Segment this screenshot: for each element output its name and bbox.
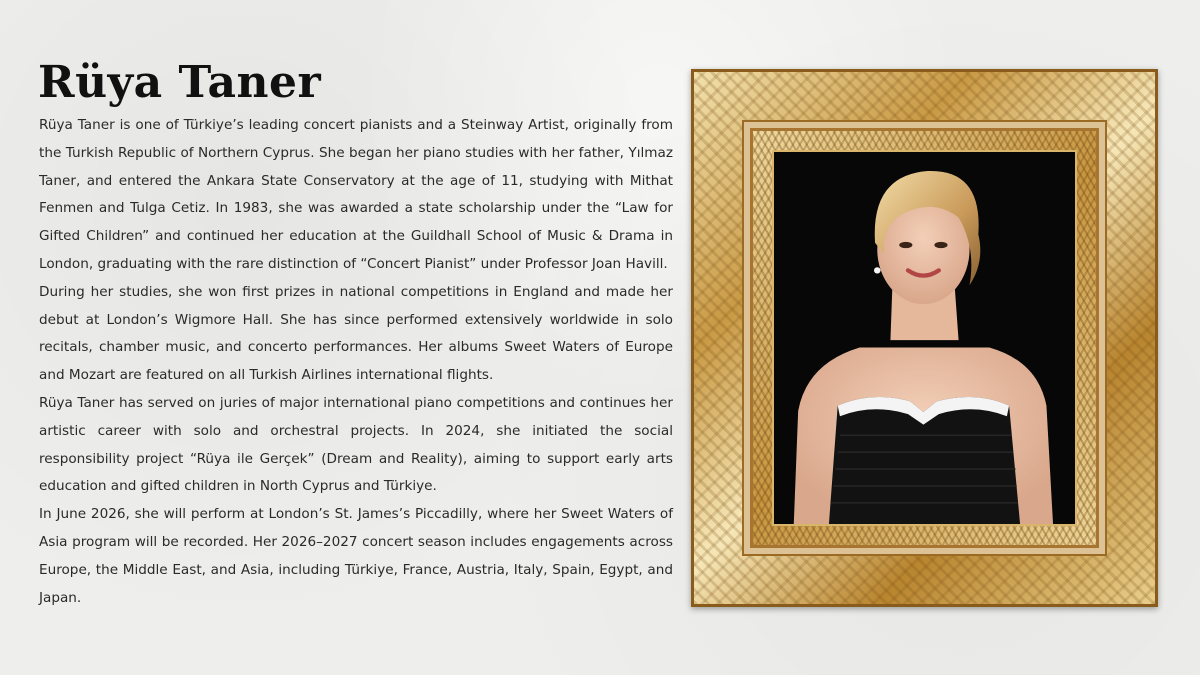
bio-paragraph-1: Rüya Taner is one of Türkiye’s leading concert pianists and a Steinway Artist, originally from the Turkish Republic of Northern Cyprus. She began her piano studies with her father, Yılmaz Taner, and entered the Ankara State Conservatory at the age of 11, studying with Mithat Fenmen and Tulga Cetiz. In 1983, she was awarded a state scholarship under the “Law for Gifted Children” and continued her education at the Guildhall School of Music & Drama in London, graduating with the rare distinction of “Concert Pianist” under Professor Joan Havill. bbox=[39, 117, 673, 272]
portrait-photo bbox=[772, 150, 1077, 526]
bio-paragraph-2: During her studies, she won first prizes in national competitions in England and made her debut at London’s Wigmore Hall. She has since performed extensively worldwide in solo recitals, chamber music, and concerto performances. Her albums Sweet Waters of Europe and Mozart are featured on all Turkish Airlines international flights. bbox=[39, 283, 673, 384]
bio-paragraph-3: Rüya Taner has served on juries of major international piano competitions and continues her artistic career with solo and orchestral projects. In 2024, she initiated the social responsibility project “Rüya ile Gerçek” (Dream and Reality), aiming to support early arts education and gifted children in North Cyprus and Türkiye. bbox=[39, 394, 673, 495]
page-title: Rüya Taner bbox=[38, 57, 322, 108]
ornate-gold-frame bbox=[691, 69, 1158, 607]
bio-paragraph-4: In June 2026, she will perform at London’s St. James’s Piccadilly, where her Sweet Waters of Asia program will be recorded. Her 2026–2027 concert season includes engagements across Europe, the Middle East, and Asia, including Türkiye, France, Austria, Italy, Spain, Egypt, and Japan. bbox=[39, 506, 673, 606]
biography bbox=[39, 112, 673, 612]
frame-inner-border bbox=[742, 120, 1107, 556]
portrait-illustration bbox=[774, 152, 1075, 524]
